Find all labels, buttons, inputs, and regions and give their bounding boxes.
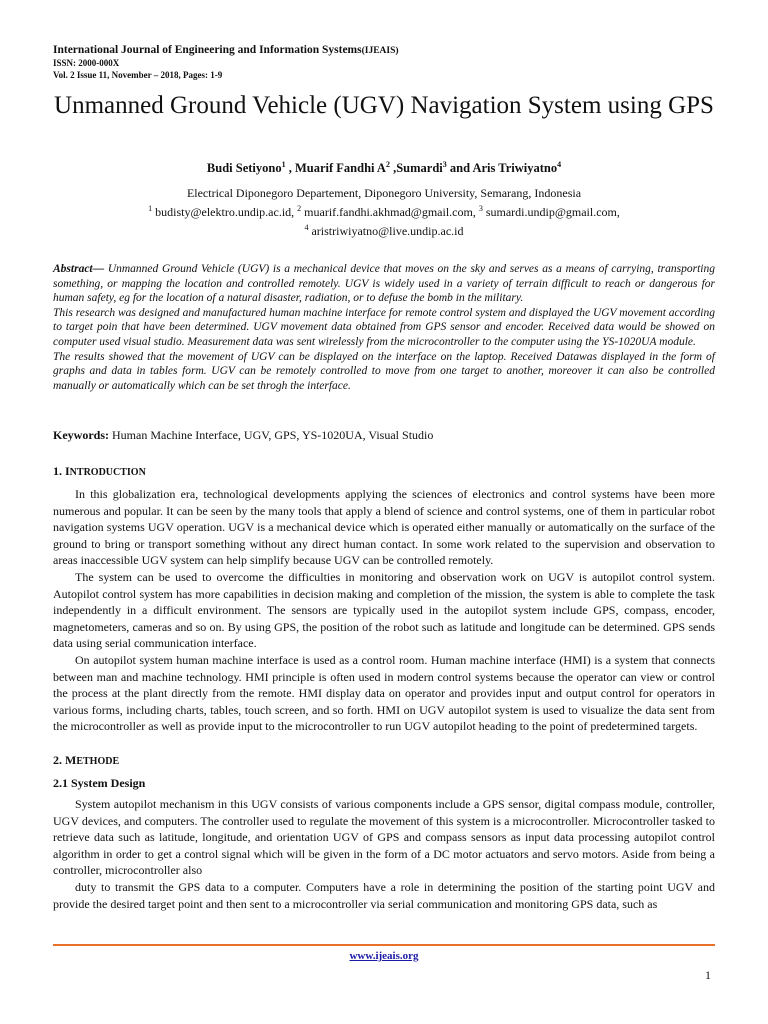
- subsection-heading-system-design: 2.1 System Design: [53, 776, 146, 790]
- author-2-sup: 2: [385, 160, 390, 169]
- author-1-sup: 1: [281, 160, 286, 169]
- journal-name: [53, 44, 399, 57]
- email-1-sup: 1: [148, 204, 153, 213]
- volume-info: Vol. 2 Issue 11, November – 2018, Pages: 1-9: [53, 70, 223, 80]
- intro-paragraph-2: The system can be used to overcome the difficulties in monitoring and observation work on UGV is autopilot control system. Autopilot control system has more capabilities in decision making and completion of the mission, the system is able to complete the task independently in a difficult environment. The sensors are typically used in the autopilot system include GPS, compass, encoder, magnetometers, cameras and so on. By using GPS, the position of the robot such as latitude and longitude can be determined. GPS sends data using serial communication interface.: [53, 569, 715, 651]
- page-number: 1: [705, 968, 711, 982]
- email-3-sup: 3: [478, 204, 483, 213]
- keywords: [53, 428, 715, 443]
- journal-abbr: (IJEAIS): [361, 46, 399, 56]
- author-4: and Aris Triwiyatno: [446, 161, 558, 176]
- journal-title: International Journal of Engineering and Information Systems: [53, 44, 362, 56]
- section-heading-introduction: [53, 464, 146, 479]
- section-2-number: 2. M: [53, 753, 77, 767]
- abstract-label: Abstract—: [53, 263, 105, 275]
- email-4: aristriwiyatno@live.undip.ac.id: [308, 224, 464, 238]
- abstract-paragraph-3: The results showed that the movement of UGV can be displayed on the interface on the laptop. Received Datawas displayed in the form of graphs and data in tables form. UGV can be remotely controlled to move from one target to another, moreover it can also be controlled manually or automatically which can be set throgh the interface.: [53, 350, 715, 392]
- email-4-sup: 4: [304, 223, 309, 232]
- author-3-sup: 3: [442, 160, 447, 169]
- affiliation: [40, 186, 728, 239]
- paper-title: Unmanned Ground Vehicle (UGV) Navigation System using GPS: [54, 92, 714, 119]
- intro-paragraph-1: In this globalization era, technological developments applying the sciences of electronics and control systems have been more numerous and popular. It can be seen by the many tools that apply a blend of science and control systems, one of them in particular robot navigation systems UGV operation. UGV is a mechanical device which is operated either manually or automatically on the surface of the ground to bring or transport something without any direct human contact. In some work related to the supervision and observation to areas inaccessible UGV system can help simplify because UGV can be controlled remotely.: [53, 487, 715, 568]
- email-2: muarif.fandhi.akhmad@gmail.com,: [301, 205, 479, 219]
- abstract-paragraph-2: This research was designed and manufactured human machine interface for remote control system and displayed the UGV movement according to target poin that have been determined. UGV movement data obtained from GPS sensor and encoder. Received data would be showed on computer used visual studio. Measurement data was sent wirelessly from the microcontroller to the computer using the YS-1020UA module.: [53, 306, 715, 348]
- author-list: [40, 160, 728, 176]
- intro-paragraph-3: On autopilot system human machine interface is used as a control room. Human machine interface (HMI) is a system that connects between man and machine technology. HMI principle is often used in modern control systems because the operator can view or control the process at the plant directly from the remote. HMI display data on operator and provides input and output control for operators in various forms, including charts, tables, touch screen, and so forth. HMI on UGV autopilot system is used to visualize the data sent from the microcontroller as well as provide input to the microcontroller to run UGV autopilot heading to the point of predetermined targets.: [53, 652, 715, 734]
- emails-line-1: [40, 201, 728, 220]
- email-1: budisty@elektro.undip.ac.id,: [152, 205, 298, 219]
- section-2-title: ETHODE: [76, 756, 120, 767]
- abstract-paragraph-1: [53, 262, 715, 306]
- author-4-sup: 4: [557, 160, 562, 169]
- author-2: , Muarif Fandhi A: [285, 161, 386, 176]
- introduction-body: [53, 486, 715, 735]
- email-2-sup: 2: [297, 204, 302, 213]
- issn: ISSN: 2000-000X: [53, 58, 120, 68]
- system-design-body: [53, 796, 715, 912]
- keywords-text: Human Machine Interface, UGV, GPS, YS-1020UA, Visual Studio: [109, 428, 434, 442]
- emails-line-2: [40, 220, 728, 239]
- section-1-title: NTRODUCTION: [69, 467, 146, 478]
- author-1: Budi Setiyono: [206, 161, 282, 176]
- system-design-paragraph-2: duty to transmit the GPS data to a computer. Computers have a role in determining the position of the starting point UGV and provide the desired target point and then sent to a microcontroller via serial communication and monitoring GPS data, such as: [53, 879, 715, 911]
- section-heading-methode: [53, 753, 119, 768]
- abstract: [53, 262, 715, 393]
- abstract-text-1: Unmanned Ground Vehicle (UGV) is a mechanical device that moves on the sky and serves as a means of carrying, transporting something, or mapping the location and controlled remotely. UGV is widely used in a variety of terrain difficult to reach or dangerous for human safety, eg for the location of a natural disaster, radiation, or to defuse the bomb in the military.: [53, 263, 715, 305]
- section-1-number: 1. I: [53, 464, 70, 478]
- journal-header: [53, 44, 399, 81]
- institution: Electrical Diponegoro Departement, Diponegoro University, Semarang, Indonesia: [186, 186, 582, 200]
- system-design-paragraph-1: System autopilot mechanism in this UGV consists of various components include a GPS sensor, digital compass module, controller, UGV devices, and computers. The controller used to regulate the movement of this system is a microcontroller. Microcontroller tasked to retrieve data such as latitude, longitude, and orientation UGV of GPS and compass sensors as input data processing autopilot control algorithm in order to get a control signal which will be given in the form of a DC motor actuators and servo motors. Aside from being a controller, microcontroller also: [53, 797, 715, 878]
- author-3: ,Sumardi: [389, 161, 443, 176]
- keywords-label: Keywords:: [53, 428, 109, 442]
- email-3: sumardi.undip@gmail.com,: [482, 205, 620, 219]
- footer-link[interactable]: www.ijeais.org: [349, 950, 419, 962]
- footer-rule: [53, 944, 715, 946]
